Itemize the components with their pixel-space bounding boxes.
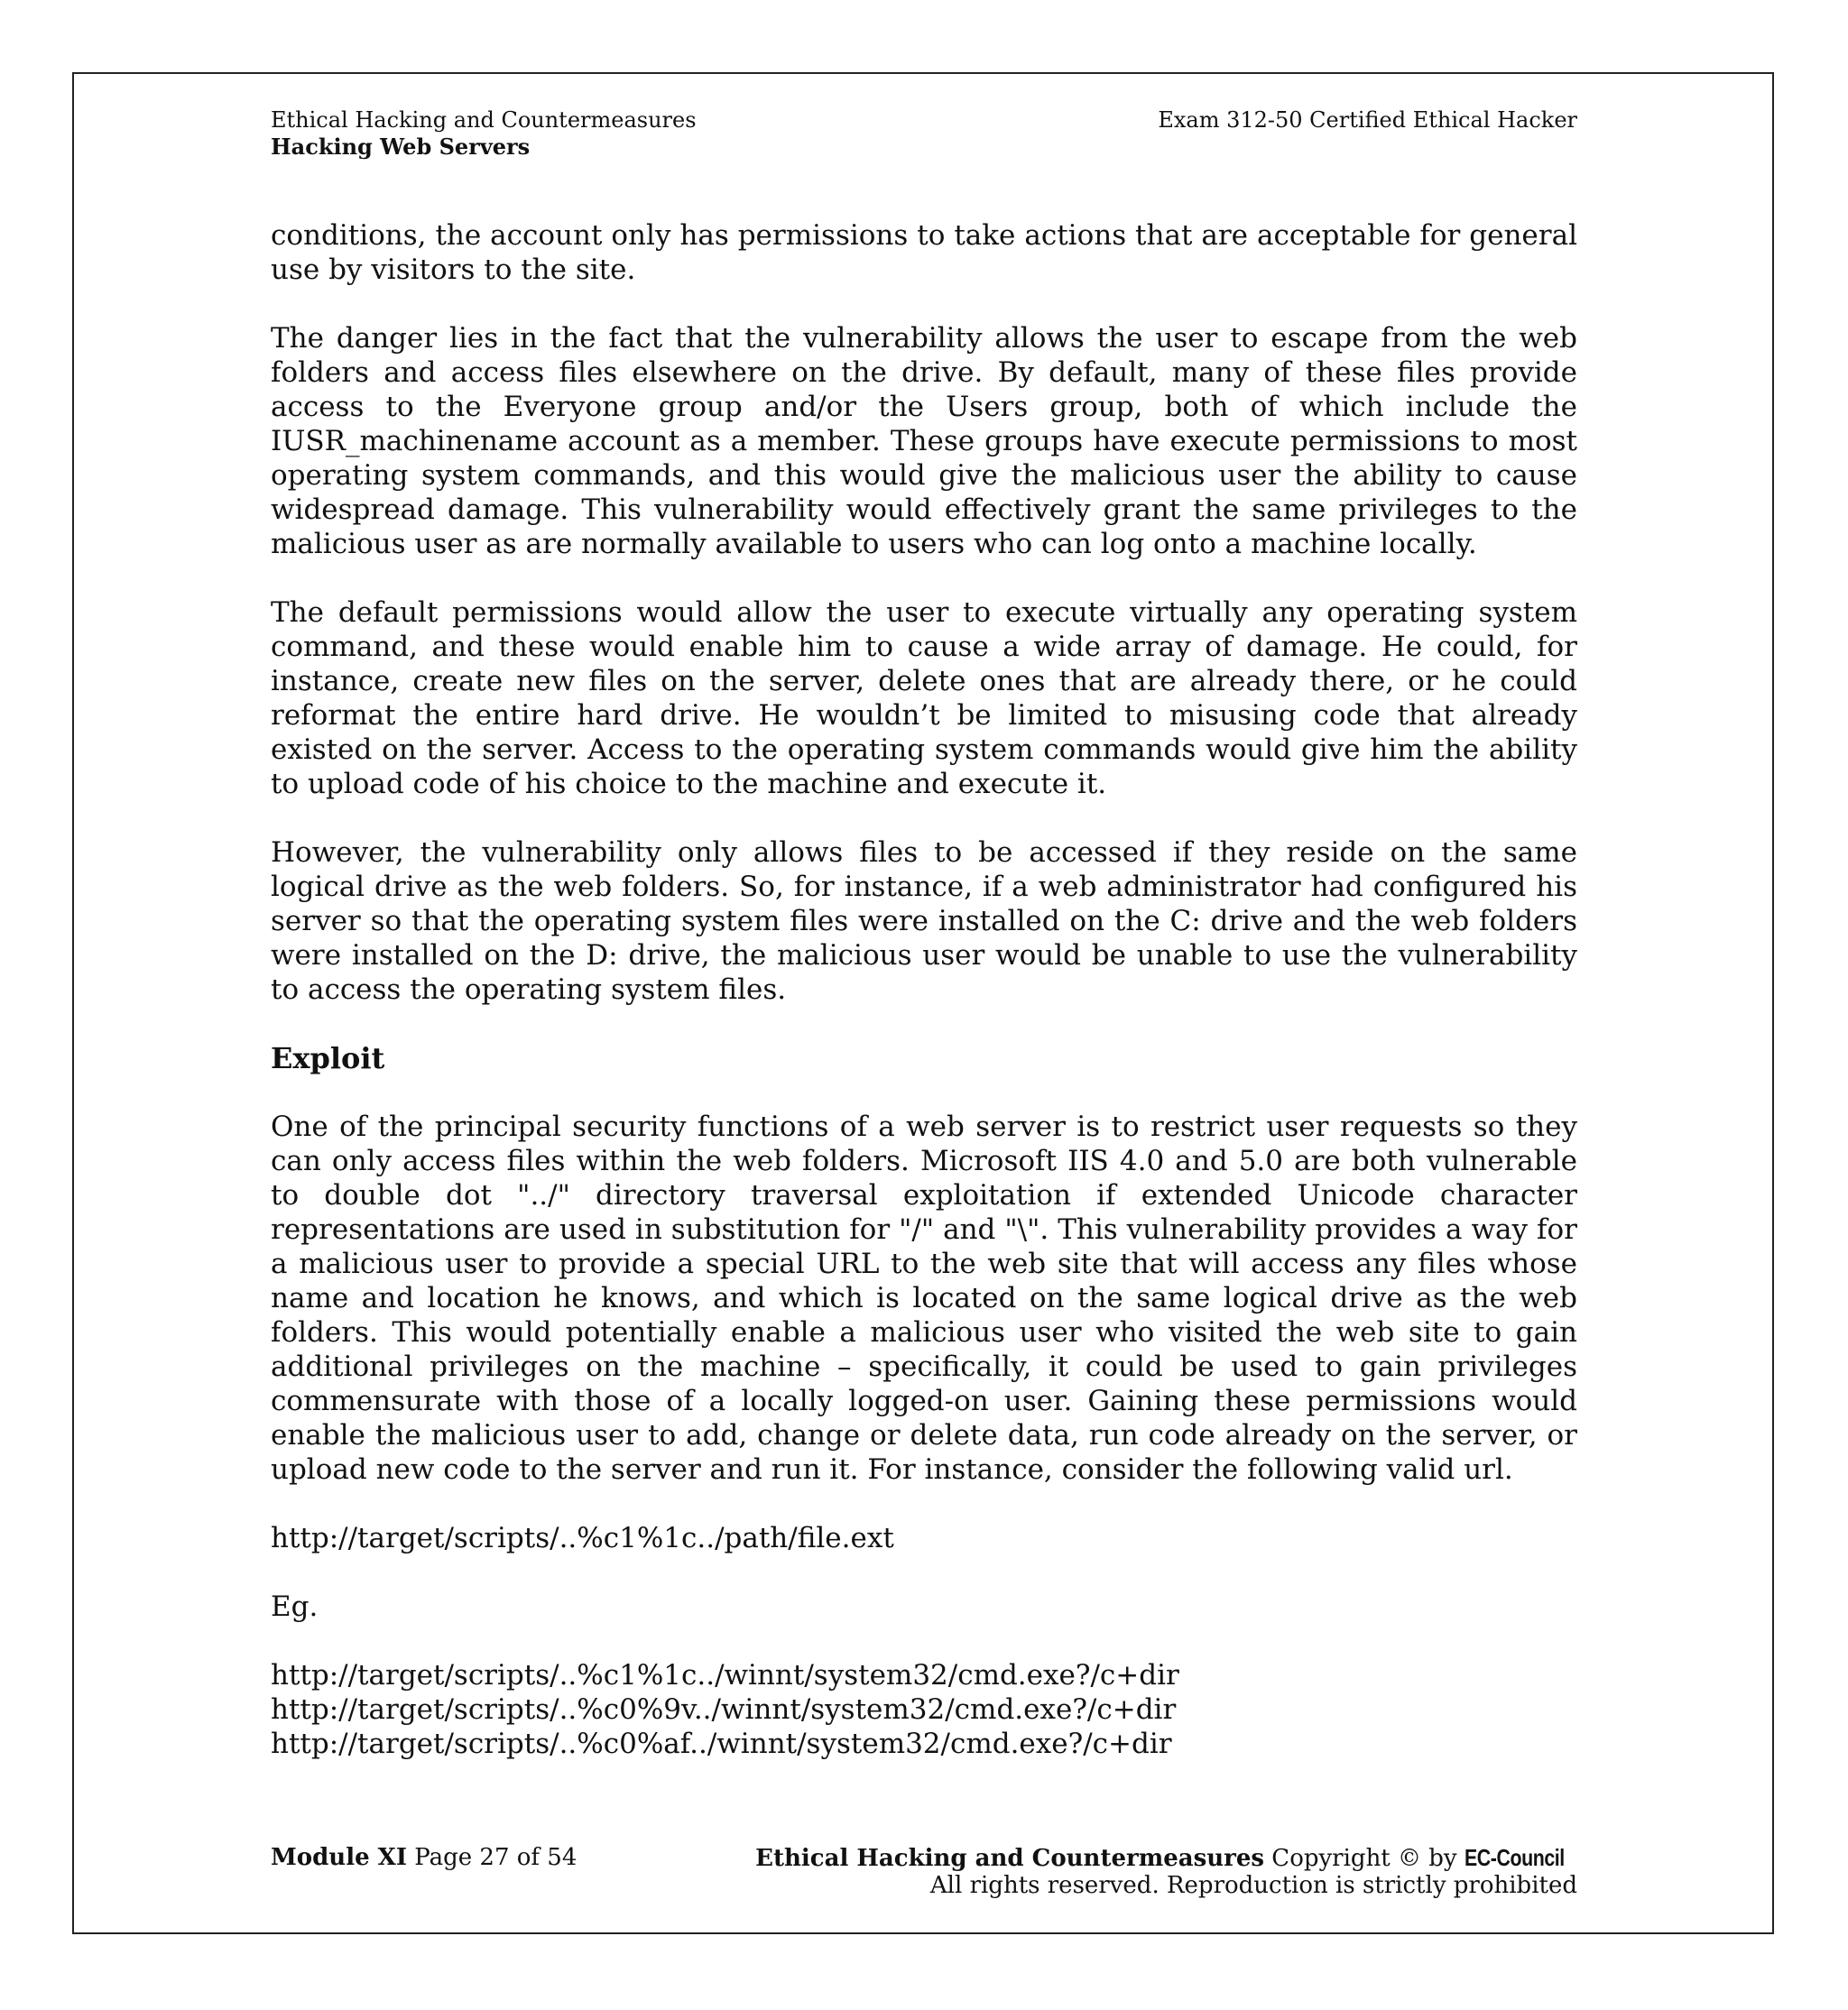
footer-course-title: Ethical Hacking and Countermeasures (755, 1845, 1265, 1872)
page-content (271, 106, 1577, 1760)
footer-module-label: Module XI (271, 1844, 408, 1871)
example-url: http://target/scripts/..%c1%1c../path/file.ext (271, 1522, 894, 1554)
example-url-item: http://target/scripts/..%c1%1c../winnt/system32/cmd.exe?/c+dir (271, 1659, 1179, 1692)
footer-copyright-line (755, 1844, 1577, 1872)
page-header (271, 106, 1577, 166)
paragraph: The default permissions would allow the user to execute virtually any operating system command, and these would enable him to cause a wide array of damage. He could, for instance, create new files on the server, delete ones that are already there, or he could reformat the entire hard drive. He wouldn’t be limited to misusing code that already existed on the server. Access to the operating system commands would give him the ability to upload code of his choice to the machine and execute it. (271, 596, 1577, 800)
header-left (271, 106, 697, 161)
footer-page-number: Page 27 of 54 (414, 1844, 578, 1871)
eg-label: Eg. (271, 1590, 319, 1623)
footer-page-info (271, 1844, 577, 1871)
ec-council-logo: EC-Council (1464, 1844, 1565, 1871)
example-url-list (271, 1658, 1577, 1761)
footer-copyright (755, 1844, 1577, 1899)
footer-copyright-text: Copyright © by (1271, 1845, 1457, 1872)
eg-label-block (271, 1590, 1577, 1624)
section-heading-exploit: Exploit (271, 1041, 385, 1075)
example-url-item: http://target/scripts/..%c0%9v../winnt/system32/cmd.exe?/c+dir (271, 1693, 1177, 1726)
paragraph: One of the principal security functions of a web server is to restrict user requests so they can only access files within the web folders. Microsoft IIS 4.0 and 5.0 are both vulnerable to double dot "../" directory traversal exploitation if extended Unicode character representations are used in substitution for "/" and "\". This vulnerability provides a way for a malicious user to provide a special URL to the web site that will access any files whose name and location he knows, and which is located on the same logical drive as the web folders. This would potentially enable a malicious user who visited the web site to gain additional privileges on the machine – specifically, it could be used to gain privileges commensurate with those of a locally logged-on user. Gaining these permissions would enable the malicious user to add, change or delete data, run code already on the server, or upload new code to the server and run it. For instance, consider the following valid url. (271, 1111, 1577, 1486)
example-url-item: http://target/scripts/..%c0%af../winnt/system32/cmd.exe?/c+dir (271, 1728, 1172, 1760)
header-exam-title: Exam 312-50 Certified Ethical Hacker (1158, 107, 1577, 133)
paragraph: However, the vulnerability only allows files to be accessed if they reside on the same logical drive as the web folders. So, for instance, if a web administrator had configured his server so that the operating system files were installed on the C: drive and the web folders were installed on the D: drive, the malicious user would be unable to use the vulnerability to access the operating system files. (271, 836, 1577, 1006)
header-module-title: Hacking Web Servers (271, 134, 531, 160)
body-text (271, 218, 1577, 1795)
footer-rights: All rights reserved. Reproduction is strictly prohibited (929, 1872, 1577, 1899)
paragraph: conditions, the account only has permissions to take actions that are acceptable for general use by visitors to the site. (271, 219, 1577, 286)
page-footer (271, 1844, 1577, 1898)
example-url-block (271, 1521, 1577, 1555)
paragraph: The danger lies in the fact that the vulnerability allows the user to escape from the web folders and access files elsewhere on the drive. By default, many of these files provide access to the Everyone group and/or the Users group, both of which include the IUSR_machinename account as a member. These groups have execute permissions to most operating system commands, and this would give the malicious user the ability to cause widespread damage. This vulnerability would effectively grant the same privileges to the malicious user as are normally available to users who can log onto a machine locally. (271, 322, 1577, 560)
header-course-title: Ethical Hacking and Countermeasures (271, 107, 697, 133)
